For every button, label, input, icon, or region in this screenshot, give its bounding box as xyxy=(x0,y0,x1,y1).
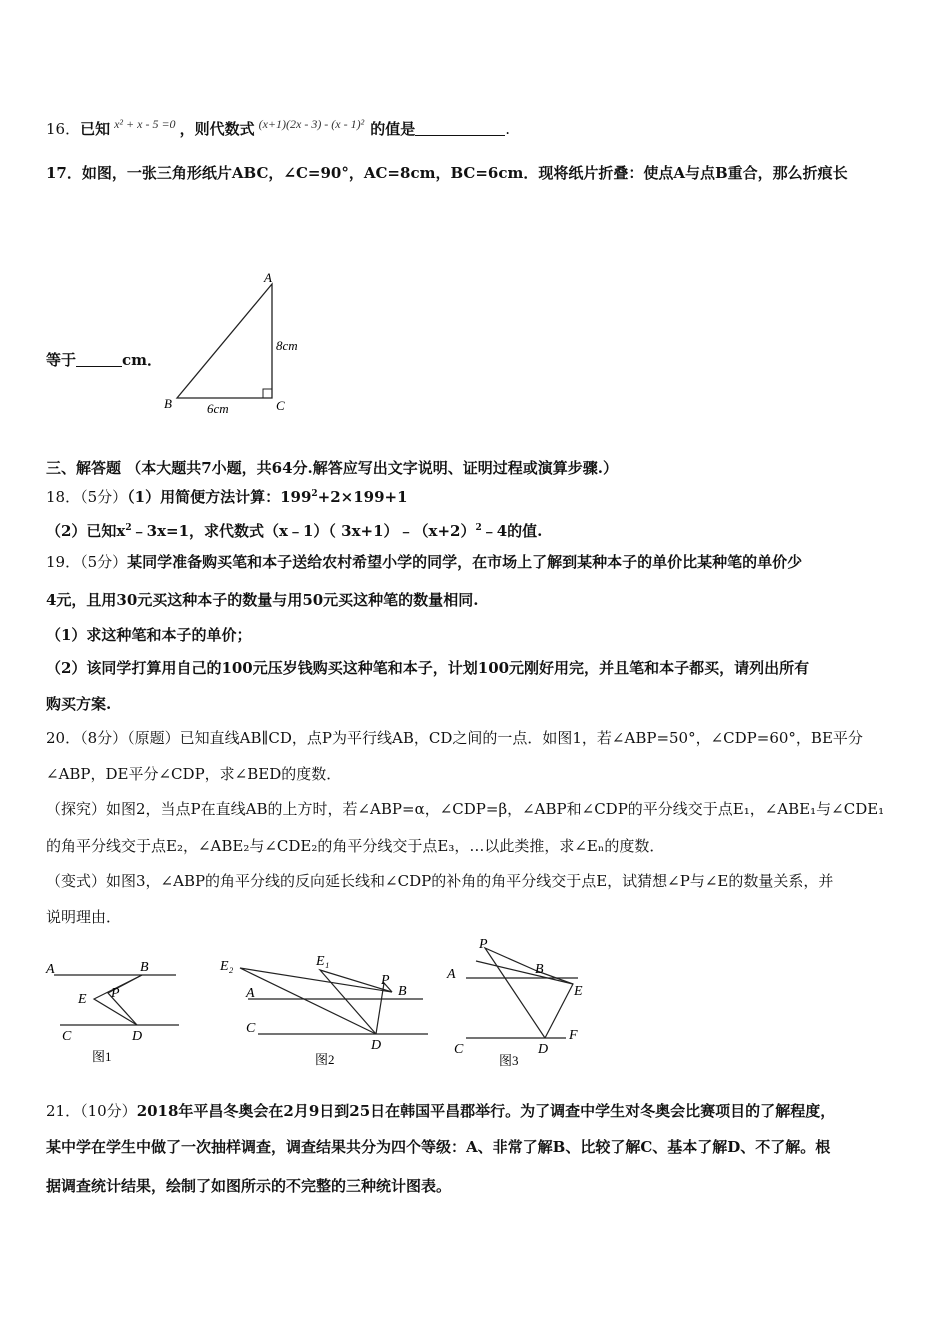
question-21-line3: 据调查统计结果，绘制了如图所示的不完整的三种统计图表。 xyxy=(46,1177,452,1195)
fig3-label-d: D xyxy=(538,1042,549,1057)
fig2-label-b: B xyxy=(398,984,407,999)
fig1-label-a: A xyxy=(46,962,55,977)
fig3-label-f: F xyxy=(569,1028,578,1043)
fig1-label-c: C xyxy=(62,1029,72,1044)
question-20-line1 xyxy=(46,728,863,748)
fig2-label-e2: E₂ xyxy=(220,959,234,974)
question-17-line1: 17．如图，一张三角形纸片ABC，∠C=90°，AC=8cm，BC=6cm．现将纸片折叠：使点A与点B重合，那么折痕长 xyxy=(46,164,848,182)
q17-pre: 等于 xyxy=(46,351,77,369)
q16-end: . xyxy=(505,120,511,138)
question-19-line5: 购买方案. xyxy=(46,695,112,713)
question-20-line5: （变式）如图3，∠ABP的角平分线的反向延长线和∠CDP的补角的角平分线交于点E，试猜想∠P与∠E的数量关系，并 xyxy=(46,872,834,890)
question-20-line2: ∠ABP，DE平分∠CDP，求∠BED的度数． xyxy=(46,765,342,783)
q18-score: （5分） xyxy=(80,488,128,506)
q18-part1-tail: +2×199+1 xyxy=(317,488,408,506)
q19-score: （5分） xyxy=(80,553,128,571)
fig3-label-b: B xyxy=(535,962,544,977)
fig2-label-d: D xyxy=(371,1038,382,1053)
question-20-line4: 的角平分线交于点E₂，∠ABE₂与∠CDE₂的角平分线交于点E₃，…以此类推，求∠Eₙ的度数． xyxy=(46,837,665,855)
q16-post: 的值是 xyxy=(370,120,416,138)
fig3-label-p: P xyxy=(479,937,488,952)
q20-score: （8分） xyxy=(80,729,128,747)
fig3-caption: 图3 xyxy=(499,1053,519,1068)
q20-text1: （原题）已知直线AB∥CD，点P为平行线AB，CD之间的一点．如图1，若∠ABP=50°，∠CDP=60°，BE平分 xyxy=(127,729,863,747)
q18-part2-a: （2）已知x xyxy=(46,522,126,540)
question-20-line3: （探究）如图2，当点P在直线AB的上方时，若∠ABP=α，∠CDP=β，∠ABP和∠CDP的平分线交于点E₁，∠ABE₁与∠CDE₁ xyxy=(46,800,885,818)
fig1-label-e: E xyxy=(78,992,87,1007)
right-angle-mark xyxy=(263,389,272,398)
question-21-line1 xyxy=(46,1101,835,1121)
fig1-label-d: D xyxy=(132,1029,143,1044)
question-19-line2: 4元，且用30元买这种本子的数量与用50元买这种笔的数量相同. xyxy=(46,591,479,609)
q20-number: 20． xyxy=(46,729,81,747)
question-19-line3: （1）求这种笔和本子的单价； xyxy=(46,626,252,644)
q18-part2-b: ﹣3x=1，求代数式（x﹣1）（ 3x+1）﹣（x+2） xyxy=(131,522,476,540)
q17-answer-blank[interactable] xyxy=(76,352,122,367)
triangle-abc xyxy=(177,284,272,398)
q16-answer-blank[interactable] xyxy=(415,121,505,136)
question-19-line1 xyxy=(46,552,802,572)
question-21-line2: 某中学在学生中做了一次抽样调查，调查结果共分为四个等级：A、非常了解B、比较了解C、基本了解D、不了解。根 xyxy=(46,1138,831,1156)
q16-number: 16． xyxy=(46,120,81,138)
fig1-caption: 图1 xyxy=(92,1049,112,1064)
figure-2 xyxy=(216,950,431,1070)
fig1-label-b: B xyxy=(140,960,149,975)
question-16 xyxy=(46,114,510,139)
q17-post: cm． xyxy=(122,351,163,369)
q18-part1: （1）用简便方法计算：199 xyxy=(127,488,312,506)
q16-equation: x² + x - 5 =0 xyxy=(114,117,176,131)
q16-pre: 已知 xyxy=(80,120,111,138)
question-20-line6: 说明理由． xyxy=(46,908,122,926)
fig2-label-e1: E₁ xyxy=(316,954,330,969)
fig1-label-p: P xyxy=(111,986,120,1001)
fig2-path-be2d xyxy=(240,968,392,1034)
q21-text1: 2018年平昌冬奥会在2月9日到25日在韩国平昌郡举行。为了调查中学生对冬奥会比赛项目的了解程度， xyxy=(136,1102,836,1120)
fig3-path-bed xyxy=(537,971,573,1038)
q21-score: （10分） xyxy=(80,1102,137,1120)
label-bc-length: 6cm xyxy=(207,401,229,416)
q19-number: 19． xyxy=(46,553,81,571)
q19-text1: 某同学准备购买笔和本子送给农村希望小学的同学，在市场上了解到某种本子的单价比某种笔的单价少 xyxy=(127,553,803,571)
fig3-label-c: C xyxy=(454,1042,464,1057)
figure-3 xyxy=(443,935,591,1070)
fig3-label-a: A xyxy=(447,967,456,982)
fig2-label-p: P xyxy=(381,973,390,988)
fig2-caption: 图2 xyxy=(315,1052,335,1067)
q18-sup: 2 xyxy=(311,489,318,499)
question-18-line2 xyxy=(46,518,542,541)
figure-1 xyxy=(44,955,184,1070)
triangle-figure xyxy=(155,268,315,418)
label-c: C xyxy=(276,398,285,413)
q18-part2-c: ﹣4的值. xyxy=(481,522,543,540)
q18-sup3: 2 xyxy=(475,523,482,533)
question-17-line2 xyxy=(46,350,162,370)
fig3-line-pe xyxy=(476,961,573,984)
label-b: B xyxy=(164,396,172,411)
q18-number: 18． xyxy=(46,488,81,506)
fig3-label-e: E xyxy=(574,984,583,999)
q21-number: 21． xyxy=(46,1102,81,1120)
label-ac-length: 8cm xyxy=(276,338,298,353)
q16-mid: ，则代数式 xyxy=(179,120,255,138)
section-3-heading: 三、解答题 （本大题共7小题，共64分.解答应写出文字说明、证明过程或演算步骤.） xyxy=(46,459,618,477)
label-a: A xyxy=(264,270,272,285)
question-18-line1 xyxy=(46,484,408,507)
fig2-label-c: C xyxy=(246,1021,256,1036)
q16-expression: (x+1)(2x - 3) - (x - 1)² xyxy=(258,117,365,131)
question-19-line4: （2）该同学打算用自己的100元压岁钱购买这种笔和本子，计划100元刚好用完，并且笔和本子都买，请列出所有 xyxy=(46,659,810,677)
q18-sup2: 2 xyxy=(125,523,132,533)
fig2-label-a: A xyxy=(246,986,255,1001)
